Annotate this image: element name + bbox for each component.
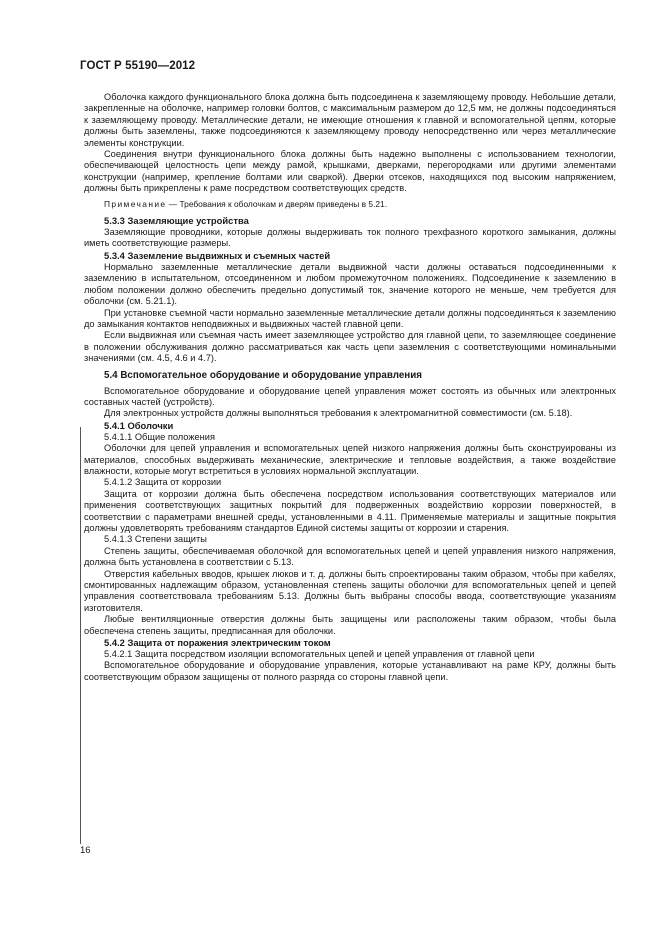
paragraph: Оболочка каждого функционального блока должна быть подсоединена к заземляющему проводу. Небольшие детали, закрепленные на оболочке, например головки болтов, с максимальным размером до 12,5 мм, не должны подсоединяться к заземляющему проводу. Металлические детали, не имеющие отношения к главной и вспомогательной цепям, которые должны быть заземлены, также подсоединяются к заземляющему проводу непосредственно или через металлические элементы конструкции. (84, 92, 616, 148)
paragraph: Степень защиты, обеспечиваемая оболочкой для вспомогательных цепей и цепей управления низкого напряжения, должна быть установлена в соответствии с 5.13. (84, 545, 616, 568)
note-label: Примечание (104, 198, 167, 209)
paragraph: Вспомогательное оборудование и оборудование управления, которые устанавливают на раме КРУ, должны быть соответствующим образом защищены от полного разряда со стороны главной цепи. (84, 660, 616, 682)
page-body (84, 92, 616, 683)
paragraph: Для электронных устройств должны выполняться требования к электромагнитной совместимости (см. 5.18). (104, 408, 573, 419)
paragraph: 5.4.2.1 Защита посредством изоляции вспомогательных цепей и цепей управления от главной цепи (104, 649, 535, 660)
section-heading: 5.3.4 Заземление выдвижных и съемных частей (104, 249, 331, 261)
paragraph: Вспомогательное оборудование и оборудование цепей управления может состоять из обычных или электронных составных частей (устройств). (84, 385, 616, 407)
paragraph: Если выдвижная или съемная часть имеет заземляющее устройство для главной цепи, то заземляющее соединение в положении обслуживания должно рассматриваться как часть цепи заземления с соответствующими номинальными значениями (см. 4.5, 4.6 и 4.7). (84, 330, 616, 364)
page-number: 16 (80, 845, 91, 856)
note (84, 199, 616, 210)
section-heading: 5.4.1 Оболочки (104, 419, 174, 431)
paragraph: Любые вентиляционные отверстия должны быть защищены или расположены таким образом, чтобы была обеспечена степень защиты, предписанная для оболочки. (84, 614, 616, 636)
subsection-title: 5.4.1.1 Общие положения (104, 431, 215, 442)
change-bar (80, 427, 81, 844)
subsection-title: 5.4.1.2 Защита от коррозии (104, 477, 222, 488)
paragraph: Заземляющие проводники, которые должны выдерживать ток полного трехфазного короткого замыкания, должны иметь соответствующие размеры. (84, 227, 616, 249)
paragraph: Нормально заземленные металлические детали выдвижной части должны оставаться подсоединенными к заземлению в испытательном, отсоединенном и любом промежуточном положениях. Подсоединение к заземлению в любом положении должно обеспечить предельно допустимый ток, значение которого не меньше, чем требуется для оболочки (см. 5.21.1). (84, 261, 616, 307)
paragraph: Соединения внутри функционального блока должны быть надежно выполнены с использованием технологии, обеспечивающей целостность цепи между рамой, крышками, дверками, перегородками или другими элементами конструкции (например, крепление болтами или сваркой). Дверки отсеков, находящихся под высоким напряжением, должны быть прикреплены к раме посредством соответствующих средств. (84, 149, 616, 194)
note-text: — Требования к оболочкам и дверям приведены в 5.21. (166, 198, 388, 209)
paragraph: Отверстия кабельных вводов, крышек люков и т. д. должны быть спроектированы таким образом, чтобы при кабелях, смонтированных надлежащим образом, установленная степень защиты оболочки для вспомогательных цепей и цепей управления соответствовала требованиям 5.13. Должны быть выбраны способы ввода, соответствующие указаниям изготовителя. (84, 568, 616, 613)
section-heading: 5.4.2 Защита от поражения электрическим током (104, 637, 331, 649)
subsection-title: 5.4.1.3 Степени защиты (104, 534, 207, 545)
section-heading: 5.4 Вспомогательное оборудование и оборудование управления (104, 369, 422, 381)
section-heading: 5.3.3 Заземляющие устройства (104, 215, 249, 227)
standard-header: ГОСТ Р 55190—2012 (80, 60, 196, 72)
paragraph: Оболочки для цепей управления и вспомогательных цепей низкого напряжения должны быть сконструированы из материалов, способных выдерживать механические, электрические и тепловые воздействия, а также воздействие влажности, которые могут встретиться в условиях нормальной эксплуатации. (84, 443, 616, 476)
paragraph: При установке съемной части нормально заземленные металлические детали должны подсоединяться к заземлению до замыкания контактов неподвижных и выдвижных частей главной цепи. (84, 307, 616, 329)
paragraph: Защита от коррозии должна быть обеспечена посредством использования соответствующих материалов или применения соответствующих защитных покрытий для подверженных воздействию коррозии поверхностей, в соответствии с параметрами внешней среды, установленными в 4.11. Применяемые материалы и защитные покрытия должны удовлетворять требованиям стандартов Единой системы защиты от коррозии и старения. (84, 488, 616, 533)
